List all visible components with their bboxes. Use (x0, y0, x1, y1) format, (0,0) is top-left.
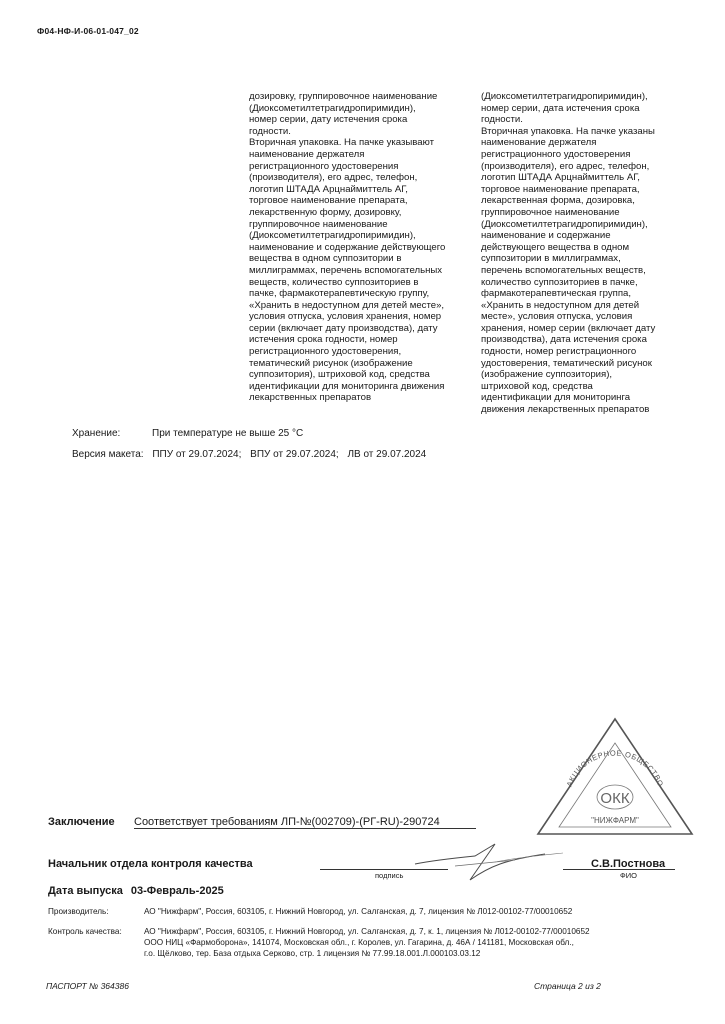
text-line: дозировку, группировочное наименование (249, 91, 438, 102)
version-ppu: ППУ от 29.07.2024; (152, 449, 242, 460)
page-number: Страница 2 из 2 (534, 981, 601, 991)
text-line: (Диоксометилтетрагидропиримидин), (481, 91, 648, 102)
text-line: годности. (249, 125, 291, 137)
document-code: Ф04-НФ-И-06-01-047_02 (37, 26, 139, 36)
text-line: группировочное наименование (481, 206, 620, 218)
text-line: Вторичная упаковка. На пачке указаны (481, 125, 655, 137)
text-line: регистрационного удостоверения, (249, 346, 402, 358)
conclusion-row (48, 816, 476, 829)
text-line: годности, номер регистрационного (481, 346, 637, 358)
quality-control-label: Контроль качества: (48, 927, 122, 936)
text-line: штриховой код, средства (481, 380, 593, 392)
text-line: номер серии, дату истечения срока (249, 114, 408, 126)
text-line: перечень вспомогательных веществ, (481, 264, 646, 276)
text-line: наименование и содержание действующего (249, 241, 446, 253)
text-line: лекарственная форма, дозировка, (481, 195, 635, 207)
text-line: логотип ШТАДА Арцнаймиттель АГ, (481, 172, 640, 184)
text-line: Вторичная упаковка. На пачке указывают (249, 137, 435, 149)
text-line: номер серии, дата истечения срока (481, 102, 640, 114)
text-line: миллиграммах, перечень вспомогательных (249, 264, 443, 276)
producer-value: АО "Нижфарм", Россия, 603105, г. Нижний Новгород, ул. Салганская, д. 7, лицензия № Л012-00102-77/00010652 (144, 907, 573, 916)
text-line: группировочное наименование (249, 218, 388, 230)
passport-number: ПАСПОРТ № 364386 (46, 981, 129, 991)
conclusion-value: Соответствует требованиям ЛП-№(002709)-(РГ-RU)-290724 (134, 816, 476, 829)
signature-scribble (395, 836, 565, 884)
version-row (72, 449, 432, 460)
version-vpu: ВПУ от 29.07.2024; (250, 449, 339, 460)
left-column-text (249, 91, 445, 404)
text-line: условия отпуска, условия хранения, номер (249, 311, 442, 323)
text-line: наименование держателя (249, 148, 365, 160)
text-line: количество суппозиториев в пачке, (481, 276, 638, 288)
text-line: действующего вещества в одном (481, 241, 630, 253)
text-line: регистрационного удостоверения (481, 148, 631, 160)
stamp-top-text: АКЦИОНЕРНОЕ ОБЩЕСТВО (564, 748, 666, 789)
text-line: месте», условия отпуска, условия (481, 311, 633, 323)
text-line: (Диоксометилтетрагидропиримидин), (249, 230, 416, 242)
text-line: (производителя), его адрес, телефон, (249, 172, 418, 184)
text-line: торговое наименование препарата, (249, 195, 408, 207)
head-title: Начальник отдела контроля качества (48, 858, 253, 870)
text-line: (изображение суппозитория), (481, 369, 613, 381)
conclusion-label: Заключение (48, 816, 115, 828)
text-line: лекарственных препаратов (249, 392, 372, 404)
text-line: удостоверения, тематический рисунок (481, 357, 652, 369)
text-line: (производителя), его адрес, телефон, (481, 160, 650, 172)
text-line: серии (включает дату производства), дату (249, 322, 438, 334)
release-label: Дата выпуска (48, 885, 123, 897)
text-line: «Хранить в недоступном для детей месте», (249, 299, 445, 311)
text-line: веществ, количество суппозиториев в (249, 276, 419, 288)
text-line: регистрационного удостоверения (249, 160, 399, 172)
release-value: 03-Февраль-2025 (130, 885, 224, 897)
text-line: производства), дата истечения срока (481, 334, 647, 346)
quality-control-row (48, 926, 590, 959)
text-line: фармакотерапевтическая группа, (481, 288, 632, 300)
quality-control-line1: АО "Нижфарм", Россия, 603105, г. Нижний Новгород, ул. Салганская, д. 7, к. 1, лицензия № Л012-00102-77/00010652 (144, 927, 590, 936)
stamp-center-text: ОКК (600, 790, 630, 807)
text-line: движения лекарственных препаратов (481, 404, 650, 416)
producer-row (48, 906, 572, 917)
svg-text:АКЦИОНЕРНОЕ ОБЩЕСТВО (565, 748, 666, 788)
storage-label: Хранение: (72, 428, 121, 439)
version-lv: ЛВ от 29.07.2024 (347, 449, 427, 460)
text-line: суппозитория), штриховой код, средства (249, 369, 430, 381)
storage-row (72, 428, 303, 439)
text-line: (Диоксометилтетрагидропиримидин), (481, 218, 648, 230)
text-line: годности. (481, 114, 523, 126)
text-line: логотип ШТАДА Арцнаймиттель АГ, (249, 183, 408, 195)
text-line: «Хранить в недоступном для детей (481, 299, 640, 311)
text-line: вещества в одном суппозитории в (249, 253, 402, 265)
quality-control-line3: г.о. Щёлково, тер. База отдыха Серково, стр. 1 лицензия № 77.99.18.001.Л.000103.03.12 (144, 949, 481, 958)
text-line: идентификации для мониторинга (481, 392, 631, 404)
storage-value: При температуре не выше 25 °С (152, 428, 304, 439)
text-line: лекарственную форму, дозировку, (249, 206, 402, 218)
text-line: (Диоксометилтетрагидропиримидин), (249, 102, 416, 114)
text-line: наименование и содержание (481, 230, 611, 242)
text-line: идентификации для мониторинга движения (249, 380, 445, 392)
text-line: пачке, фармакотерапевтическую группу, (249, 288, 430, 300)
right-column-text (481, 91, 655, 416)
text-line: наименование держателя (481, 137, 597, 149)
text-line: хранения, номер серии (включает дату (481, 322, 656, 334)
name-line (563, 869, 675, 870)
stamp-bottom-text: "НИЖФАРМ" (591, 816, 639, 825)
quality-control-line2: ООО НИЦ «Фармоборона», 141074, Московская обл., г. Королев, ул. Гагарина, д. 46А / 141181, Московская обл., (144, 938, 574, 947)
producer-label: Производитель: (48, 907, 109, 916)
text-line: торговое наименование препарата, (481, 183, 640, 195)
signature-line (320, 869, 448, 870)
signature-caption: подпись (375, 871, 404, 880)
text-line: тематический рисунок (изображение (249, 357, 413, 369)
name-caption: ФИО (620, 871, 637, 880)
text-line: истечения срока годности, номер (249, 334, 398, 346)
version-label: Версия макета: (72, 449, 144, 460)
text-line: суппозитории в миллиграммах, (481, 253, 621, 265)
head-name: С.В.Постнова (591, 858, 666, 870)
release-row (48, 885, 224, 897)
okk-stamp (535, 715, 695, 837)
